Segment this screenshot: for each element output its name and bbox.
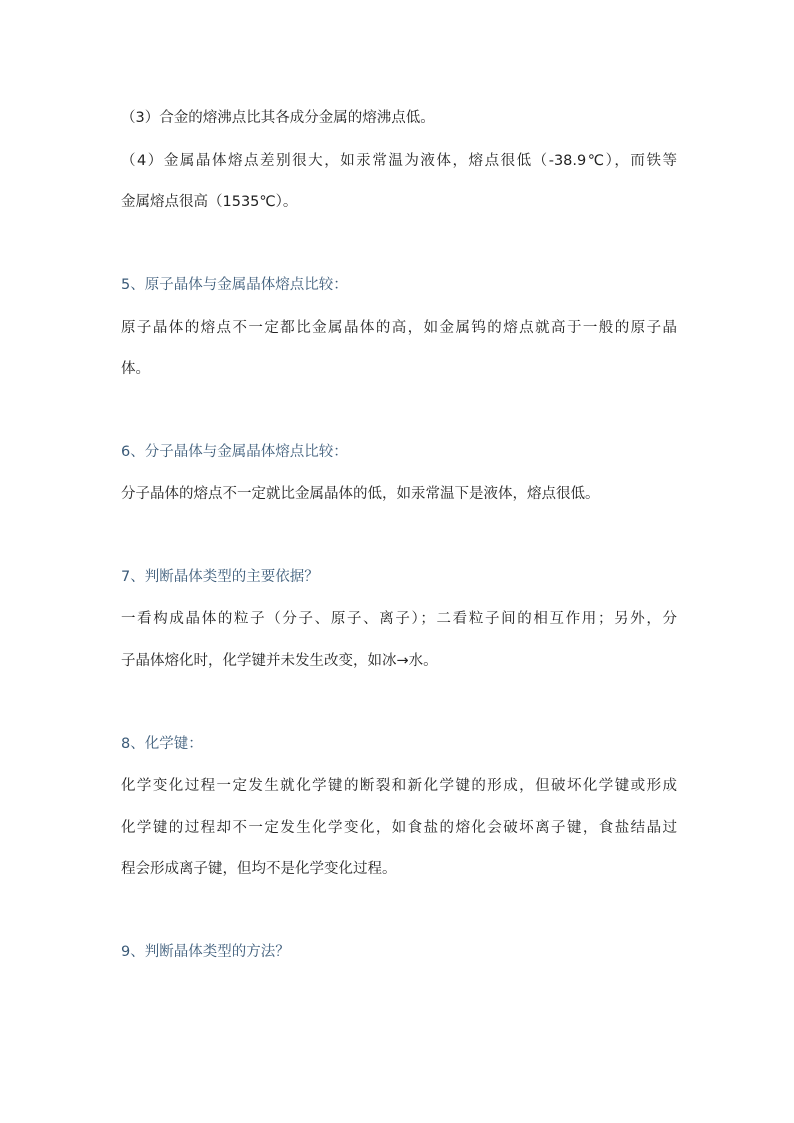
paragraph-item-3: （3）合金的熔沸点比其各成分金属的熔沸点低。 xyxy=(121,110,435,126)
section-6-heading: 6、分子晶体与金属晶体熔点比较： xyxy=(121,444,348,460)
paragraph-item-4-line-2: 金属熔点很高（1535℃）。 xyxy=(121,194,298,210)
section-5-heading: 5、原子晶体与金属晶体熔点比较： xyxy=(121,277,348,293)
paragraph-item-4-line-1: （4）金属晶体熔点差别很大，如汞常温为液体，熔点很低（-38.9℃），而铁等 xyxy=(121,153,677,169)
section-8-body-line-1: 化学变化过程一定发生就化学键的断裂和新化学键的形成，但破坏化学键或形成 xyxy=(121,778,677,794)
section-5-body-line-1: 原子晶体的熔点不一定都比金属晶体的高，如金属钨的熔点就高于一般的原子晶 xyxy=(121,320,677,336)
section-7-heading: 7、判断晶体类型的主要依据？ xyxy=(121,569,319,585)
section-5-body-line-2: 体。 xyxy=(121,361,150,377)
section-9-heading: 9、判断晶体类型的方法？ xyxy=(121,944,290,960)
section-8-body-line-2: 化学键的过程却不一定发生化学变化，如食盐的熔化会破坏离子键，食盐结晶过 xyxy=(121,820,677,836)
section-8-heading: 8、化学键： xyxy=(121,736,203,752)
section-7-body-line-1: 一看构成晶体的粒子（分子、原子、离子）；二看粒子间的相互作用；另外，分 xyxy=(121,611,677,627)
section-8-body-line-3: 程会形成离子键，但均不是化学变化过程。 xyxy=(121,861,397,877)
section-6-body-line-1: 分子晶体的熔点不一定就比金属晶体的低，如汞常温下是液体，熔点很低。 xyxy=(121,486,600,502)
section-7-body-line-2: 子晶体熔化时，化学键并未发生改变，如冰→水。 xyxy=(121,653,438,669)
